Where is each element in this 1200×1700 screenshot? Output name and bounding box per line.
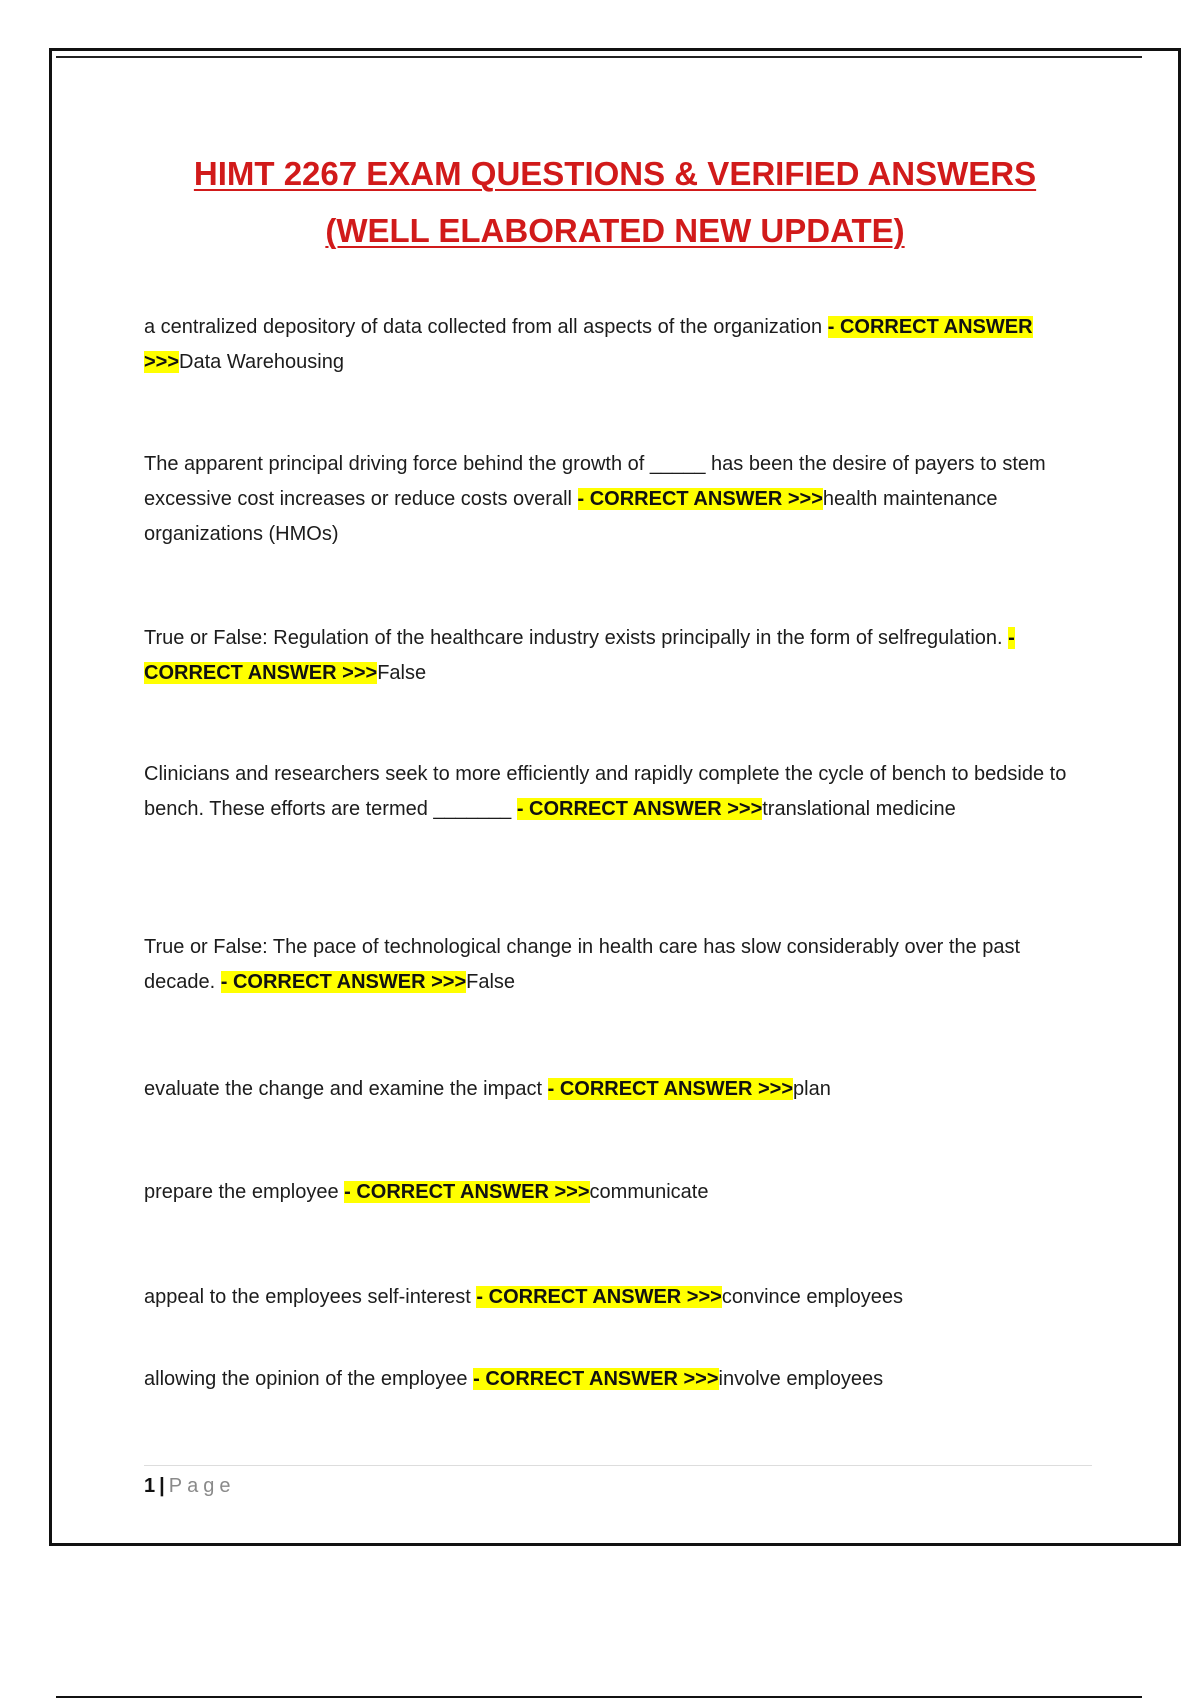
- question-text: The apparent principal driving force behind the growth of _____ has been the desire of payers to stem excessive cost increases or reduce costs overall: [144, 453, 1046, 510]
- question-text: True or False: The pace of technological change in health care has slow considerably over the past decade.: [144, 936, 1021, 993]
- qa-item-9: [144, 1362, 1094, 1397]
- answer-marker: - CORRECT ANSWER >>>: [476, 1286, 722, 1308]
- document-title: [130, 145, 1100, 259]
- answer-text: translational medicine: [762, 798, 956, 820]
- qa-item-3: [144, 621, 1094, 691]
- qa-item-2: [144, 447, 1094, 552]
- footer-rule: [144, 1465, 1092, 1466]
- answer-text: health maintenance organizations (HMOs): [144, 488, 998, 545]
- question-text: prepare the employee: [144, 1181, 345, 1203]
- question-text: Clinicians and researchers seek to more efficiently and rapidly complete the cycle of bench to bedside to bench. These efforts are termed _______: [144, 763, 1067, 820]
- answer-marker: - CORRECT ANSWER >>>: [144, 316, 1033, 373]
- page-number: 1: [144, 1475, 156, 1497]
- title-line-2: (WELL ELABORATED NEW UPDATE): [325, 212, 905, 249]
- qa-item-4: [144, 757, 1094, 827]
- page-separator: |: [159, 1475, 165, 1497]
- next-page-top-rule: [56, 1696, 1142, 1698]
- answer-marker: - CORRECT ANSWER >>>: [473, 1368, 719, 1390]
- answer-marker: - CORRECT ANSWER >>>: [344, 1181, 590, 1203]
- qa-item-8: [144, 1280, 1094, 1315]
- title-line-1: HIMT 2267 EXAM QUESTIONS & VERIFIED ANSWERS: [193, 155, 1037, 192]
- question-text: allowing the opinion of the employee: [144, 1368, 474, 1390]
- answer-text: False: [377, 662, 427, 684]
- answer-text: involve employees: [718, 1368, 884, 1390]
- qa-item-1: [144, 310, 1094, 380]
- question-text: evaluate the change and examine the impact: [144, 1078, 548, 1100]
- qa-item-7: [144, 1175, 1094, 1210]
- page-label: Page: [168, 1475, 236, 1497]
- answer-text: False: [466, 971, 516, 993]
- answer-text: Data Warehousing: [179, 351, 344, 373]
- answer-marker: - CORRECT ANSWER >>>: [220, 971, 467, 993]
- question-text: a centralized depository of data collected from all aspects of the organization: [144, 316, 828, 338]
- answer-text: plan: [793, 1078, 831, 1100]
- answer-marker: - CORRECT ANSWER >>>: [144, 627, 1015, 684]
- answer-marker: - CORRECT ANSWER >>>: [516, 798, 763, 820]
- answer-text: convince employees: [721, 1286, 904, 1308]
- answer-marker: - CORRECT ANSWER >>>: [577, 488, 823, 510]
- answer-marker: - CORRECT ANSWER >>>: [547, 1078, 794, 1100]
- answer-text: communicate: [589, 1181, 709, 1203]
- qa-item-6: [144, 1072, 1094, 1107]
- qa-item-5: [144, 930, 1094, 1000]
- question-text: appeal to the employees self-interest: [144, 1286, 477, 1308]
- top-rule: [56, 56, 1142, 58]
- question-text: True or False: Regulation of the healthcare industry exists principally in the form of selfregulation.: [144, 627, 1009, 649]
- page-footer: [144, 1472, 235, 1500]
